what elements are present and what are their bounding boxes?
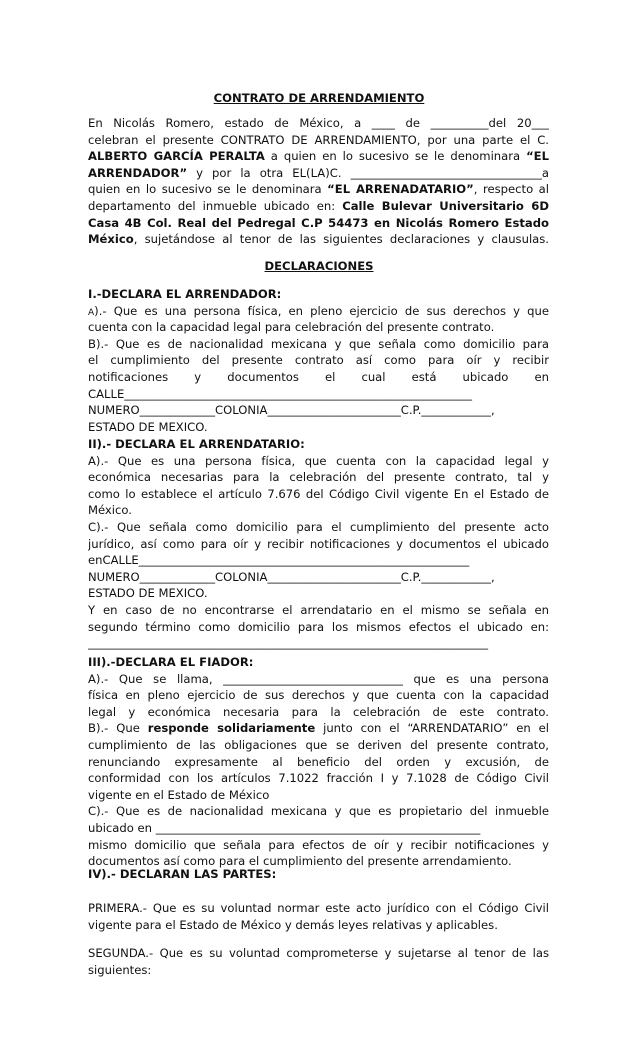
section-heading: II).- DECLARA EL ARRENDATARIO: — [88, 437, 305, 451]
address-field-line: NUMERO_____________COLONIA_______________________C.P.____________, — [88, 569, 495, 584]
section-fiador: III).-DECLARA EL FIADOR: A).- Que se llama, _______________________________ que es una persona física en pleno ejercicio de sus derechos y que cuenta con la capacidad legal y económica necesaria para la celebración de este contrato. B).- Que responde solidariamente junto con el “ARRENDATARIO” en el cumplimiento de las obligaciones que se deriven del presente contrato, renunciando expresamente al beneficio del orden y excusión, de conformidad con los artículos 7.1022 fracción I y 7.1028 de Código Civil vigente en el Estado de México C).- Que es de nacionalidad mexicana y que es propietario del inmueble ubicado en ________________________________________________________ mismo domicilio que señala para efectos de oír y recibir notificaciones y documentos así como para el cumplimiento del presente arrendamiento. — [88, 655, 549, 869]
intro-line: celebran el presente CONTRATO DE ARRENDAMIENTO, por una parte el C. — [88, 132, 549, 147]
address-field-line: enCALLE_________________________________________________________ — [88, 553, 470, 568]
clause-segunda: SEGUNDA.- Que es su voluntad comprometerse y sujetarse al tenor de las siguientes: — [88, 946, 549, 977]
intro-line: ARRENDADOR” y por la otra EL(LA)C. _________________________________a — [88, 165, 549, 180]
section-heading: IV).- DECLARAN LAS PARTES: — [88, 867, 277, 881]
intro-line: México, sujetándose al tenor de las siguientes declaraciones y clausulas. — [88, 232, 549, 247]
intro-line: En Nicolás Romero, estado de México, a ____ de __________del 20___ — [88, 116, 549, 130]
landlord-name: ALBERTO GARCÍA PERALTA — [88, 149, 265, 164]
section-arrendador: I.-DECLARA EL ARRENDADOR: A).- Que es una persona física, en pleno ejercicio de sus derechos y que cuenta con la capacidad legal para celebración del presente contrato. B).- Que es de nacionalidad mexicana y que señala como domicilio para el cumplimiento del presente contrato así como para oír y recibir notificaciones y documentos el cual está ubicado en CALLE____________________________________________________________ NUMERO_____________COLONIA_______________________C.P.____________, ESTADO DE MEXICO. — [88, 287, 549, 434]
intro-line: ALBERTO GARCÍA PERALTA a quien en lo sucesivo se le denominara “EL — [88, 149, 549, 164]
section-heading: I.-DECLARA EL ARRENDADOR: — [88, 287, 282, 301]
clause-primera: PRIMERA.- Que es su voluntad normar este acto jurídico con el Código Civil vigente para el Estado de México y demás leyes relativas y aplicables. — [88, 901, 549, 932]
address-field-line: ubicado en ________________________________________________________ — [88, 820, 481, 835]
address-field-line: NUMERO_____________COLONIA_______________________C.P.____________, — [88, 403, 495, 418]
address-field-line: _____________________________________________________________________ — [88, 636, 488, 651]
intro-line: Casa 4B Col. Real del Pedregal C.P 54473 en Nicolás Romero Estado — [88, 215, 549, 230]
intro-paragraph — [88, 115, 549, 248]
section-heading: III).-DECLARA EL FIADOR: — [88, 655, 254, 669]
declaraciones-heading: DECLARACIONES — [264, 259, 374, 273]
document-title: CONTRATO DE ARRENDAMIENTO — [213, 91, 425, 105]
intro-line: quien en lo sucesivo se le denominara “EL ARRENADATARIO”, respecto al — [88, 182, 549, 197]
address-field-line: CALLE____________________________________________________________ — [88, 386, 473, 401]
section-partes — [88, 866, 549, 883]
section-arrendatario: II).- DECLARA EL ARRENDATARIO: A).- Que es una persona física, que cuenta con la capacidad legal y económica necesarias para la celebración del presente contrato, tal y como lo establece el artículo 7.676 del Código Civil vigente En el Estado de México. C).- Que señala como domicilio para el cumplimiento del presente acto jurídico, así como para oír y recibir notificaciones y documentos el ubicado enCALLE_________________________________________________________ NUMERO_____________COLONIA_______________________C.P.____________, ESTADO DE MEXICO. Y en caso de no encontrarse el arrendatario en el mismo se señala en segundo término como domicilio para los mismos efectos el ubicado en: _____________________________________________________________________ — [88, 437, 549, 651]
intro-line: departamento del inmueble ubicado en: Calle Bulevar Universitario 6D — [88, 198, 549, 213]
property-address: Calle Bulevar Universitario 6D — [342, 198, 549, 213]
